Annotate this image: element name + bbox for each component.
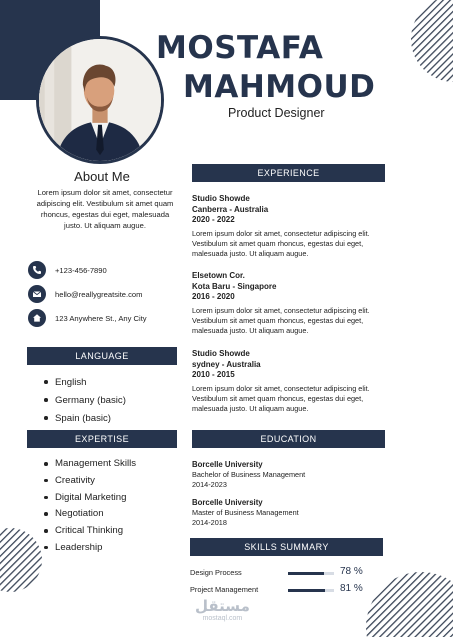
profile-photo	[36, 36, 164, 164]
company-name: Elsetown Cor.	[192, 271, 245, 280]
skill-percent: 78 %	[340, 566, 363, 577]
job-location: Kota Baru - Singapore	[192, 281, 277, 291]
job-years: 2010 - 2015	[192, 370, 235, 379]
school-name: Borcelle University	[192, 460, 263, 469]
education-header: EDUCATION	[192, 430, 385, 448]
list-item: Management Skills	[44, 456, 136, 473]
first-name: MOSTAFA	[156, 30, 324, 66]
school-name: Borcelle University	[192, 498, 263, 507]
email-text: hello@reallygreatsite.com	[55, 289, 143, 299]
phone-text: +123-456-7890	[55, 265, 107, 275]
list-item: Digital Marketing	[44, 490, 136, 507]
skill-name: Design Process	[190, 568, 242, 577]
expertise-list	[44, 456, 136, 557]
job-years: 2020 - 2022	[192, 215, 235, 224]
experience-entry	[192, 271, 397, 336]
home-icon	[28, 309, 46, 327]
list-item: Creativity	[44, 473, 136, 490]
contact-phone	[28, 261, 107, 279]
skill-bar-fill	[288, 589, 325, 592]
contact-email	[28, 285, 142, 303]
job-description: Lorem ipsum dolor sit amet, consectetur adipiscing elit. Vestibulum sit amet quam rhoncus, egestas dui eget, malesuada justo. Ut aliquam augue.	[192, 305, 370, 335]
stripe-circle-bottom-left	[0, 528, 42, 592]
about-text: Lorem ipsum dolor sit amet, consectetur adipiscing elit. Vestibulum sit amet quam rhoncus, egestas dui eget, malesuada justo. Ut aliquam augue.	[36, 188, 174, 230]
job-description: Lorem ipsum dolor sit amet, consectetur adipiscing elit. Vestibulum sit amet quam rhoncus, egestas dui eget, malesuada justo. Ut aliquam augue.	[192, 383, 370, 413]
stripe-circle-top-right	[411, 0, 453, 82]
skill-bar	[288, 572, 334, 575]
watermark	[195, 598, 250, 623]
job-location: Canberra - Australia	[192, 204, 269, 214]
list-item: Critical Thinking	[44, 523, 136, 540]
last-name: MAHMOUD	[183, 69, 376, 105]
list-item: Germany (basic)	[44, 392, 126, 410]
job-title: Product Designer	[228, 106, 325, 120]
education-entry	[192, 498, 392, 528]
language-header: LANGUAGE	[27, 347, 177, 365]
job-description: Lorem ipsum dolor sit amet, consectetur adipiscing elit. Vestibulum sit amet quam rhoncus, egestas dui eget, malesuada justo. Ut aliquam augue.	[192, 228, 370, 258]
degree-name: Bachelor of Business Management	[192, 470, 306, 479]
address-text: 123 Anywhere St., Any City	[55, 313, 147, 323]
education-entry	[192, 460, 392, 490]
job-location: sydney - Australia	[192, 359, 261, 369]
degree-name: Master of Business Management	[192, 508, 299, 517]
contact-address	[28, 309, 147, 327]
language-list	[44, 374, 126, 428]
skill-percent: 81 %	[340, 583, 363, 594]
watermark-latin: mostaql.com	[202, 615, 243, 622]
watermark-arabic: مستقل	[195, 597, 250, 615]
education-years: 2014-2018	[192, 518, 227, 527]
expertise-header: EXPERTISE	[27, 430, 177, 448]
experience-header: EXPERIENCE	[192, 164, 385, 182]
company-name: Studio Showde	[192, 194, 250, 203]
education-years: 2014-2023	[192, 480, 227, 489]
skill-name: Project Management	[190, 585, 259, 594]
phone-icon	[28, 261, 46, 279]
list-item: Leadership	[44, 540, 136, 557]
skills-header: SKILLS SUMMARY	[190, 538, 383, 556]
company-name: Studio Showde	[192, 349, 250, 358]
job-years: 2016 - 2020	[192, 292, 235, 301]
stripe-circle-bottom-right	[366, 572, 453, 637]
about-title: About Me	[74, 169, 130, 184]
list-item: Negotiation	[44, 506, 136, 523]
experience-entry	[192, 349, 397, 414]
skill-bar	[288, 589, 334, 592]
skill-bar-fill	[288, 572, 324, 575]
list-item: Spain (basic)	[44, 410, 126, 428]
list-item: English	[44, 374, 126, 392]
experience-entry	[192, 194, 397, 259]
mail-icon	[28, 285, 46, 303]
